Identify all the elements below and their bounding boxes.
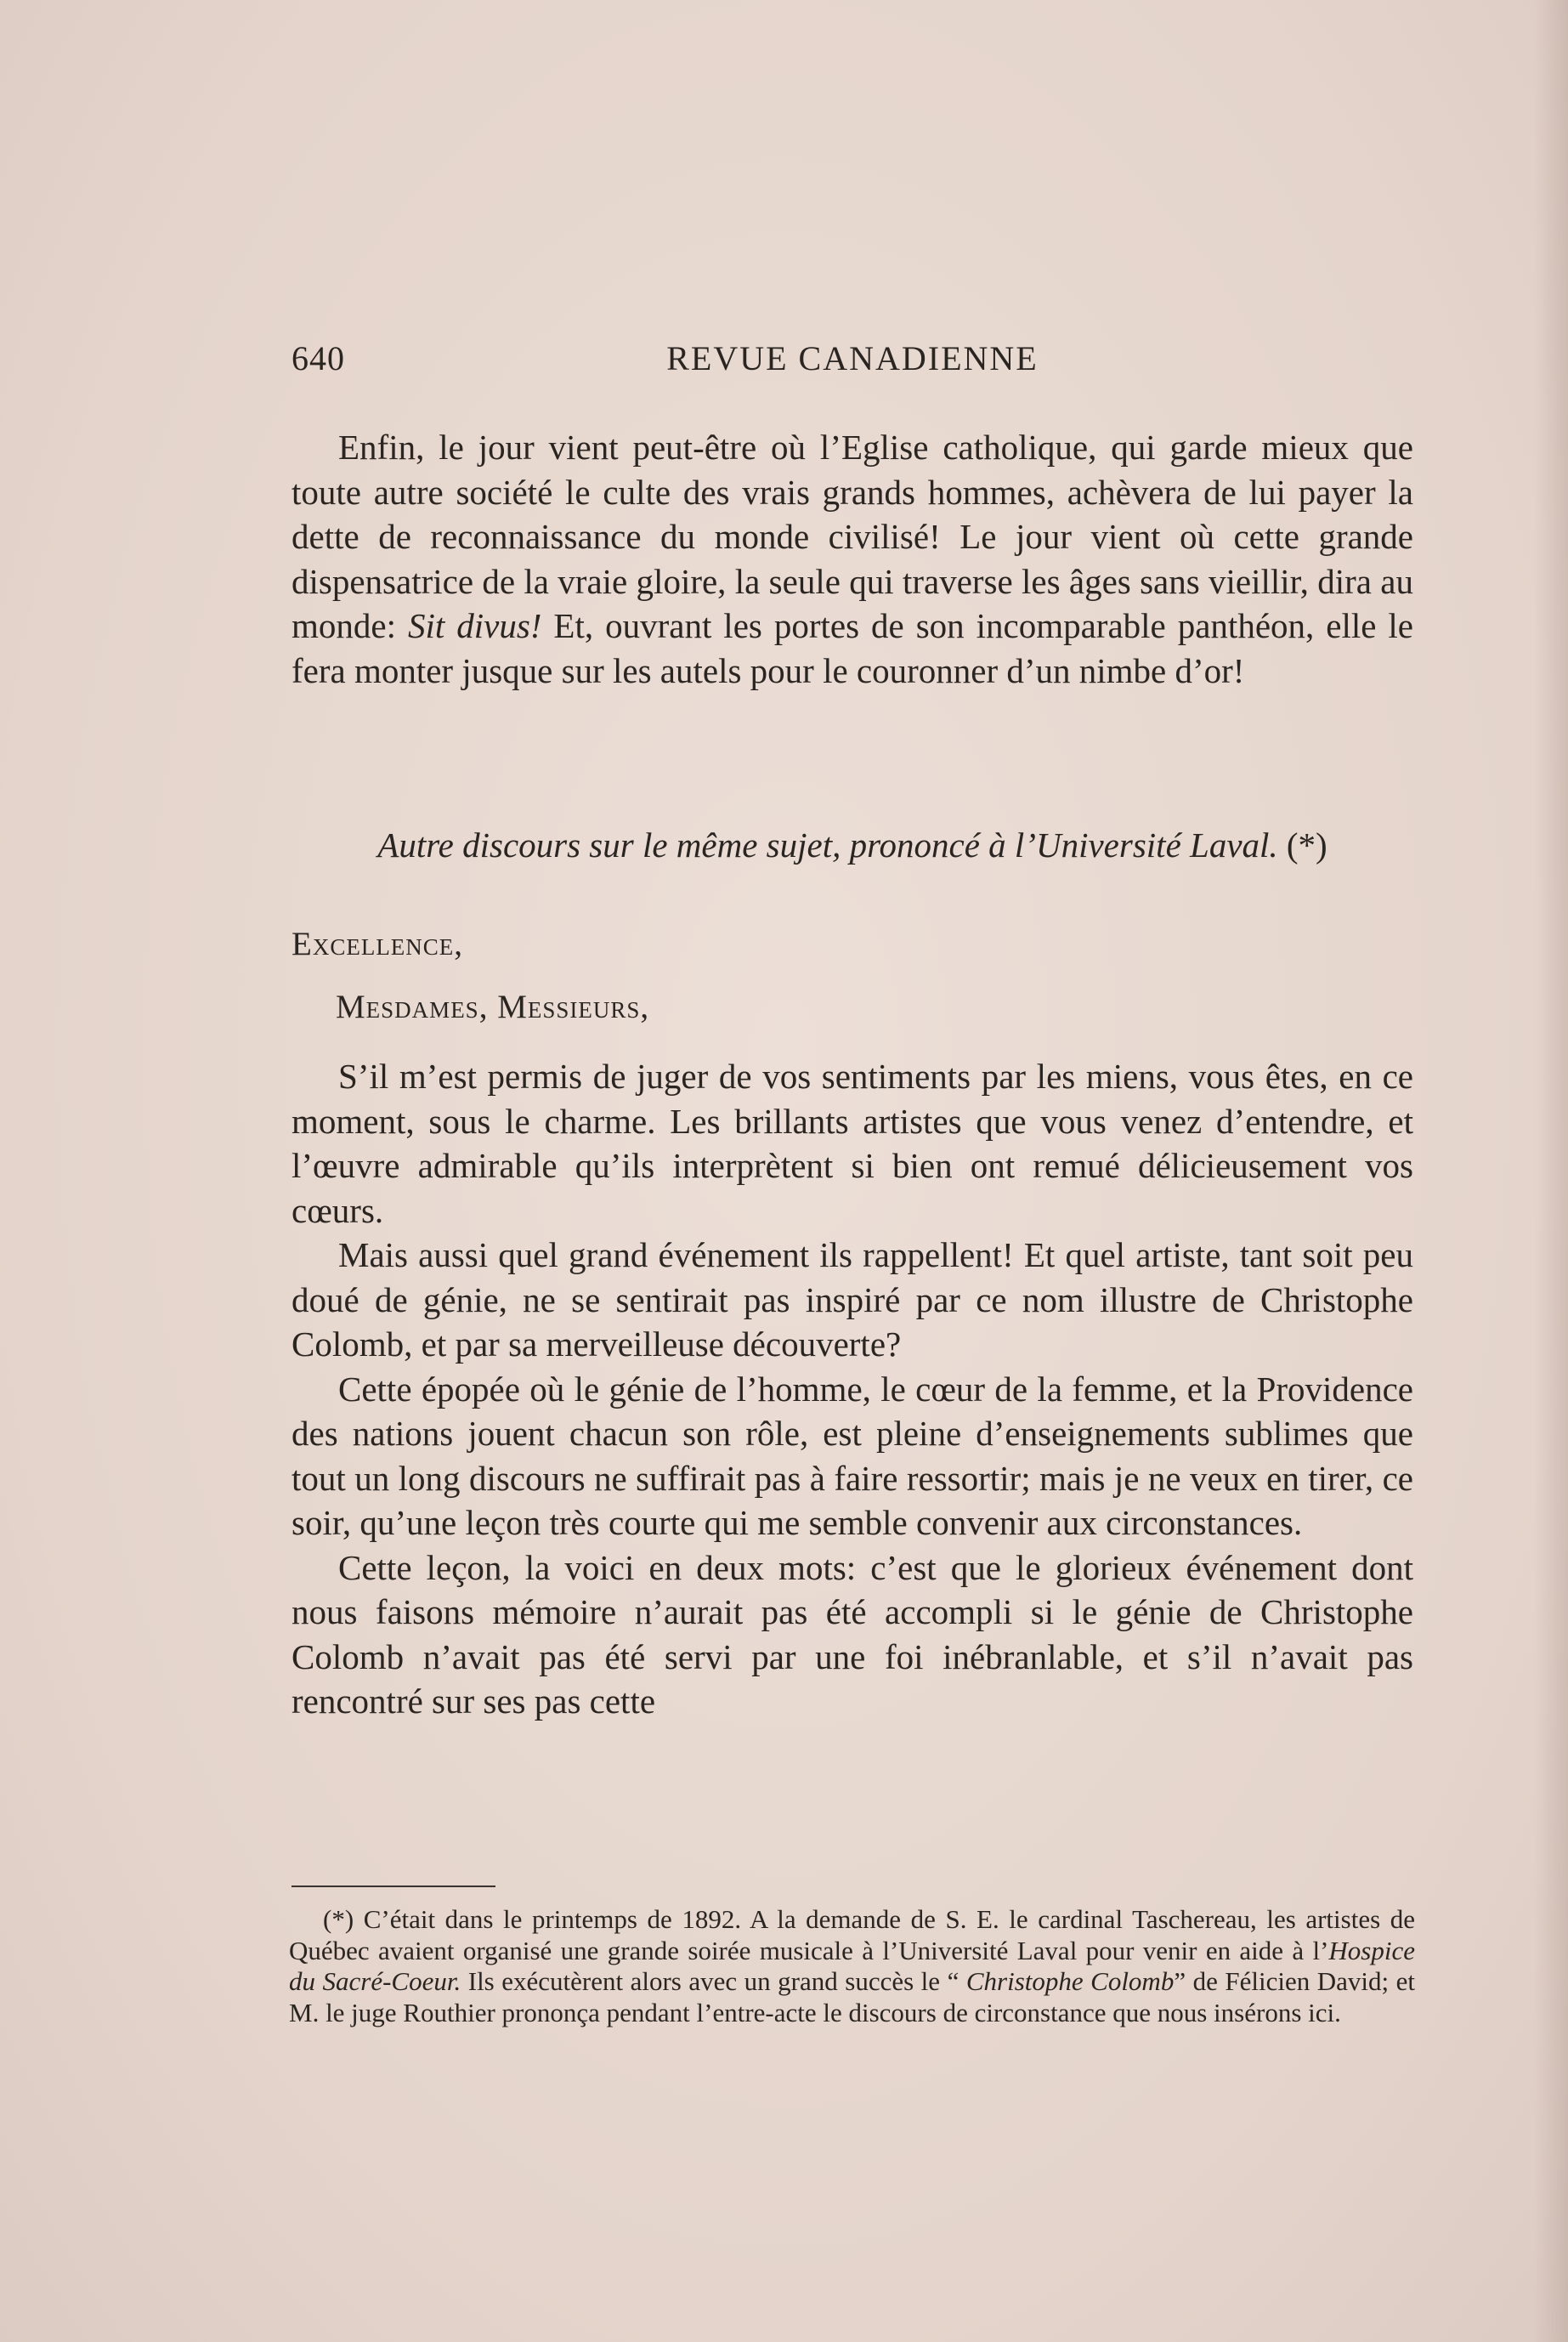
footnote-text: ” de Félicien David; et M. le juge Routhier prononça pendant l’entre-acte le discours de circonstance que nous insérons ici. — [289, 1966, 1415, 2027]
section-subtitle — [292, 823, 1413, 867]
footnote-italic: Christophe Colomb — [965, 1966, 1175, 1996]
paragraph-enfin — [292, 425, 1413, 693]
subtitle-text: Autre discours sur le même sujet, prononcé à l’Université Laval. — [377, 825, 1278, 865]
page-number: 640 — [292, 339, 345, 377]
footnote-text: (*) C’était dans le printemps de 1892. A la demande de S. E. le cardinal Taschereau, les artistes de Québec avaient organisé une grande soirée musicale à l’Université Laval pour venir en aide à l’ — [289, 1904, 1415, 1965]
footnote-text: Ils exécutèrent alors avec un grand succès le “ — [461, 1966, 966, 1996]
paragraph: S’il m’est permis de juger de vos sentiments par les miens, vous êtes, en ce moment, sous le charme. Les brillants artistes que vous venez d’entendre, et l’œuvre admirable qu’ils interprètent si bien ont remué délicieusement vos cœurs. — [292, 1057, 1413, 1230]
salutation-mesdames-messieurs: Mesdames, Messieurs, — [336, 989, 650, 1025]
paragraph-text: Et, ouvrant les portes de son incomparable panthéon, elle le fera monter jusque sur les autels pour le couronner d’un nimbe d’or! — [292, 606, 1413, 690]
salutation-excellence: Excellence, — [292, 926, 464, 962]
running-title: REVUE CANADIENNE — [666, 339, 1039, 377]
footnote-divider — [292, 1886, 495, 1887]
paragraph: Cette leçon, la voici en deux mots: c’est que le glorieux événement dont nous faisons mémoire n’aurait pas été accompli si le génie de Christophe Colomb n’avait pas été servi par une foi inébranlable, et s’il n’avait pas rencontré sur ses pas cette — [292, 1547, 1413, 1721]
paragraph: Mais aussi quel grand événement ils rappellent! Et quel artiste, tant soit peu doué de génie, ne se sentirait pas inspiré par ce nom illustre de Christophe Colomb, et par sa merveilleuse découverte? — [292, 1235, 1413, 1364]
paragraph: Cette épopée où le génie de l’homme, le cœur de la femme, et la Providence des nations jouent chacun son rôle, est pleine d’enseignements sublimes que tout un long discours ne suffirait pas à faire ressortir; mais je ne veux en tirer, ce soir, qu’une leçon très courte qui me semble convenir aux circonstances. — [292, 1369, 1413, 1542]
page-header — [292, 338, 1413, 381]
footnote — [289, 1904, 1415, 2028]
paragraph-text: Enfin, le jour vient peut-être où l’Eglise catholique, qui garde mieux que toute autre société le culte des vrais grands hommes, achèvera de lui payer la dette de reconnaissance du monde civilisé! Le jour vient où cette grande dispensatrice de la vraie gloire, la seule qui traverse les âges sans vieillir, dira au monde: — [292, 428, 1413, 645]
italic-phrase: Sit divus! — [407, 606, 542, 645]
speech-body — [292, 1054, 1413, 1724]
footnote-marker: (*) — [1277, 825, 1327, 865]
footnote-italic: Hospice du Sacré-Coeur. — [289, 1935, 1415, 1996]
page-gutter-shadow — [1534, 0, 1568, 2342]
